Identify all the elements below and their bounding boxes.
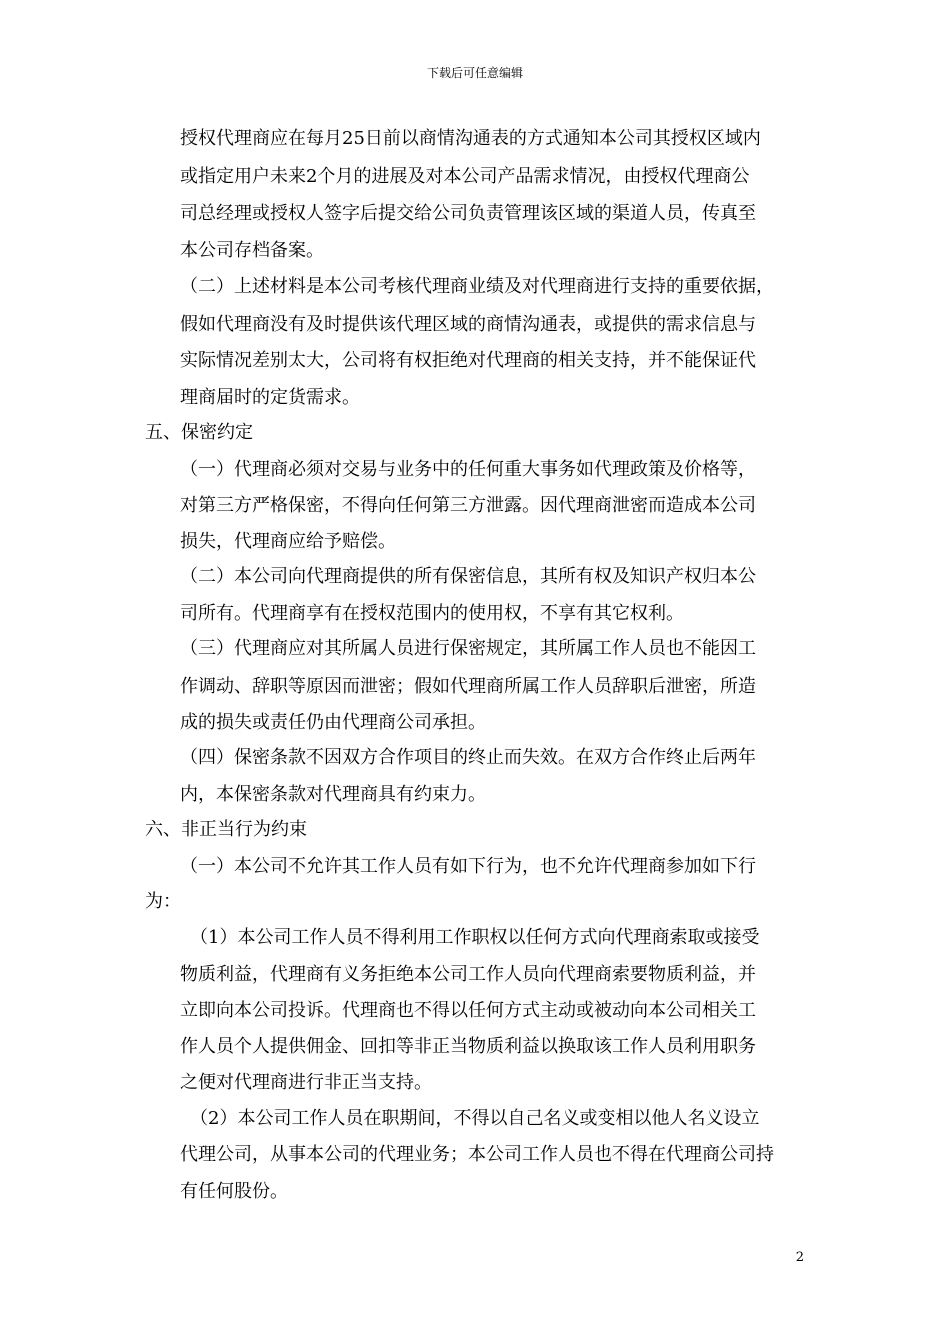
- text-line: （1）本公司工作人员不得利用工作职权以任何方式向代理商索取或接受: [190, 927, 760, 948]
- text-line: 司总经理或授权人签字后提交给公司负责管理该区域的渠道人员，传真至: [180, 203, 756, 224]
- text-line: 立即向本公司投诉。代理商也不得以任何方式主动或被动向本公司相关工: [180, 1000, 756, 1021]
- text-line: （2）本公司工作人员在职期间，不得以自己名义或变相以他人名义设立: [190, 1108, 760, 1129]
- text-line: （四）保密条款不因双方合作项目的终止而失效。在双方合作终止后两年: [180, 747, 756, 768]
- text-line: 成的损失或责任仍由代理商公司承担。: [180, 712, 486, 733]
- page-number: 2: [795, 1250, 804, 1265]
- text-line: 之便对代理商进行非正当支持。: [180, 1072, 432, 1093]
- page-header: 下载后可任意编辑: [426, 66, 523, 80]
- text-line: 实际情况差别太大，公司将有权拒绝对代理商的相关支持，并不能保证代: [180, 350, 756, 371]
- text-line: 假如代理商没有及时提供该代理区域的商情沟通表，或提供的需求信息与: [180, 314, 756, 335]
- text-line: （一）本公司不允许其工作人员有如下行为，也不允许代理商参加如下行: [180, 856, 756, 877]
- text-line: 授权代理商应在每月25日前以商情沟通表的方式通知本公司其授权区域内: [180, 128, 761, 149]
- text-line: 作人员个人提供佣金、回扣等非正当物质利益以换取该工作人员利用职务: [180, 1036, 756, 1057]
- text-line: 为：: [145, 891, 181, 912]
- text-line: 有任何股份。: [180, 1181, 288, 1202]
- text-line: 物质利益，代理商有义务拒绝本公司工作人员向代理商索要物质利益，并: [180, 964, 756, 985]
- text-line: （二）上述材料是本公司考核代理商业绩及对代理商进行支持的重要依据，: [180, 276, 774, 297]
- text-line: 本公司存档备案。: [180, 240, 324, 261]
- text-line: 司所有。代理商享有在授权范围内的使用权，不享有其它权利。: [180, 603, 684, 624]
- text-line: （三）代理商应对其所属人员进行保密规定，其所属工作人员也不能因工: [180, 638, 756, 659]
- text-line: 对第三方严格保密，不得向任何第三方泄露。因代理商泄密而造成本公司: [180, 495, 756, 516]
- text-line: 损失，代理商应给予赔偿。: [180, 531, 396, 552]
- text-line: 或指定用户未来2个月的进展及对本公司产品需求情况，由授权代理商公: [180, 166, 750, 187]
- text-line: 代理公司，从事本公司的代理业务；本公司工作人员也不得在代理商公司持: [180, 1144, 774, 1165]
- text-line: 内，本保密条款对代理商具有约束力。: [180, 784, 486, 805]
- text-line: （二）本公司向代理商提供的所有保密信息，其所有权及知识产权归本公: [180, 566, 756, 587]
- section-heading: 六、非正当行为约束: [145, 819, 307, 840]
- text-line: 作调动、辞职等原因而泄密；假如代理商所属工作人员辞职后泄密，所造: [180, 676, 756, 697]
- text-line: 理商届时的定货需求。: [180, 387, 360, 408]
- section-heading: 五、保密约定: [145, 422, 253, 443]
- text-line: （一）代理商必须对交易与业务中的任何重大事务如代理政策及价格等，: [180, 459, 756, 480]
